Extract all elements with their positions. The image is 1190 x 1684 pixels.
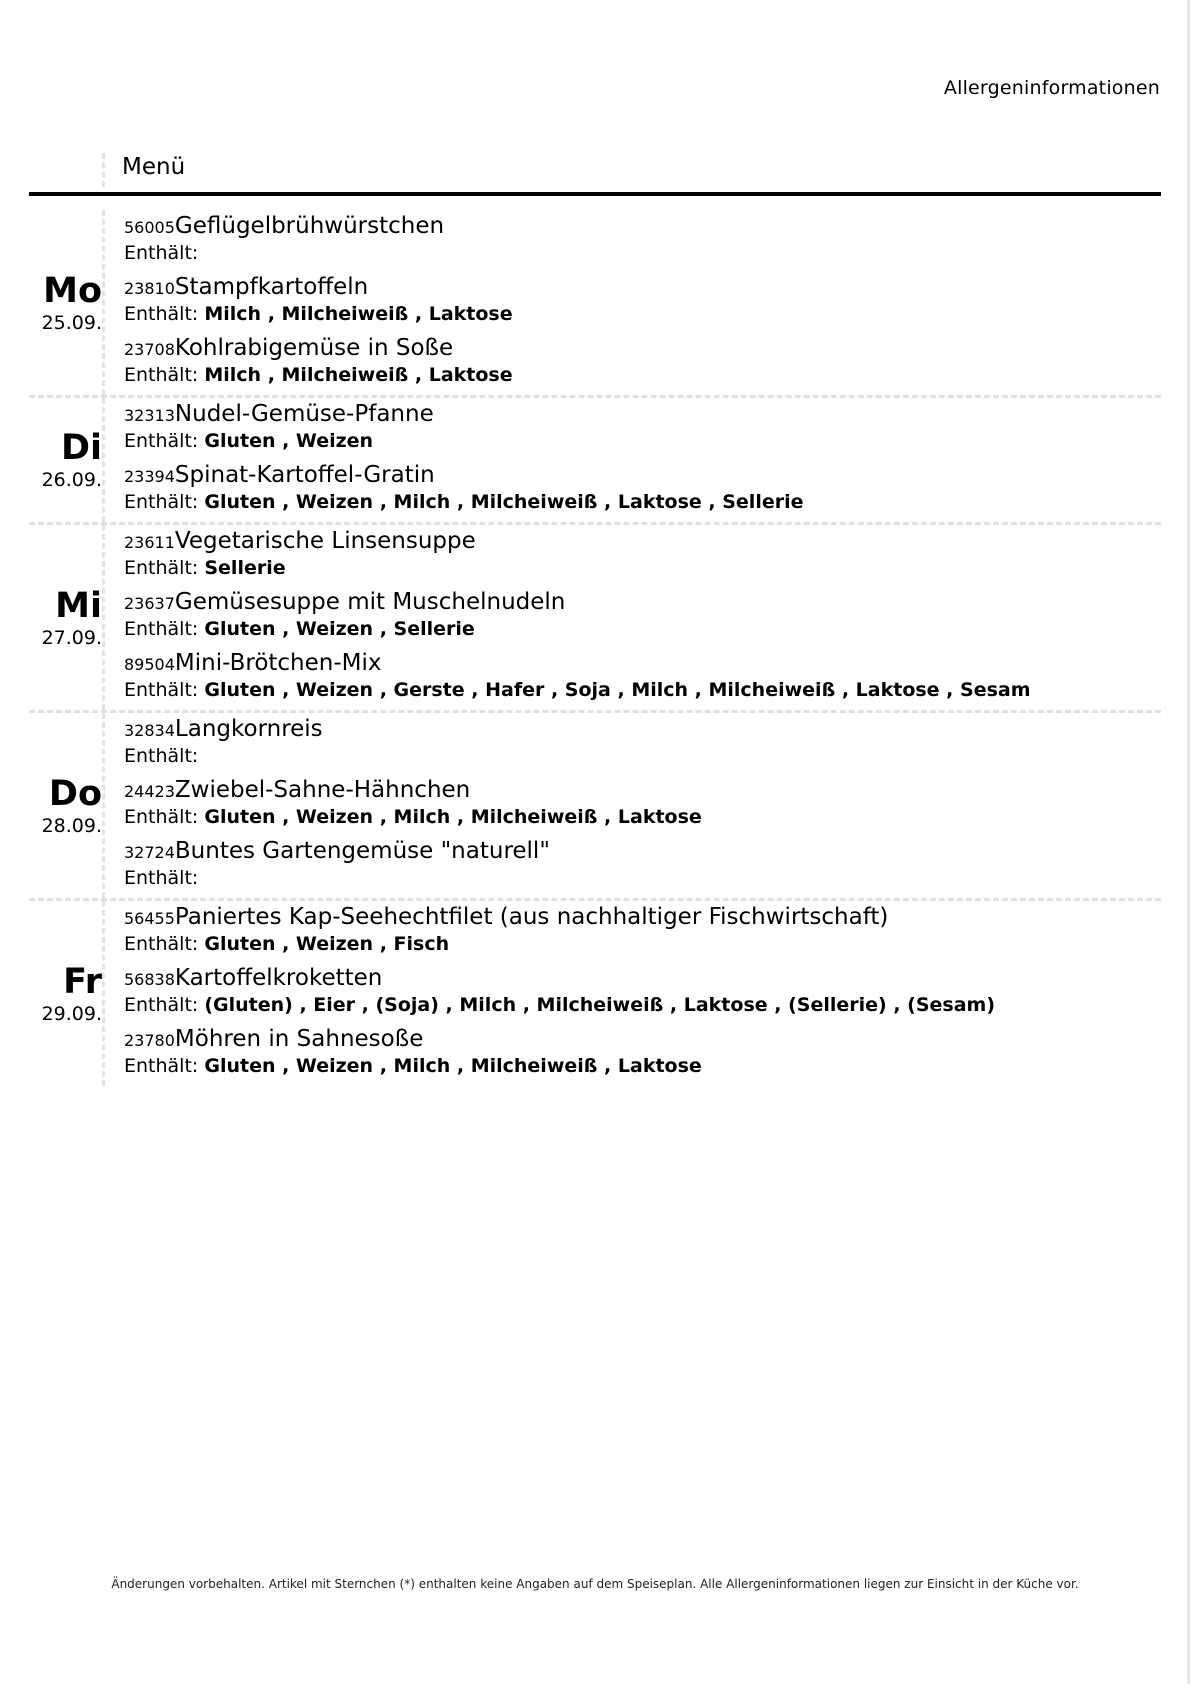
menu-item: [124, 903, 1161, 956]
allergen-list: Gluten , Weizen: [204, 430, 374, 452]
item-name: Kartoffelkroketten: [174, 965, 383, 991]
item-name: Kohlrabigemüse in Soße: [174, 335, 454, 361]
allergen-list: Gluten , Weizen , Sellerie: [204, 618, 475, 640]
allergen-list: Gluten , Weizen , Fisch: [204, 933, 450, 955]
allergen-prefix: Enthält:: [124, 806, 199, 828]
allergen-list: Gluten , Weizen , Gerste , Hafer , Soja , Milch , Milcheiweiß , Laktose , Sesam: [204, 679, 1031, 701]
day-items: [124, 398, 1161, 522]
allergen-list: Gluten , Weizen , Milch , Milcheiweiß , Laktose: [204, 806, 702, 828]
document-title: Allergeninformationen: [943, 77, 1160, 99]
item-name: Stampfkartoffeln: [174, 274, 369, 300]
menu-item: [124, 212, 1161, 265]
item-code: 23810: [124, 279, 175, 298]
day-name: Fr: [63, 961, 102, 1002]
allergen-list: (Gluten) , Eier , (Soja) , Milch , Milcheiweiß , Laktose , (Sellerie) , (Sesam): [204, 994, 996, 1016]
item-name: Vegetarische Linsensuppe: [174, 528, 476, 554]
menu-item: [124, 1025, 1161, 1078]
day-cell: [29, 210, 102, 395]
day-items: [124, 525, 1161, 710]
day-cell: [29, 901, 102, 1086]
allergen-prefix: Enthält:: [124, 303, 199, 325]
item-code: 32313: [124, 406, 175, 425]
allergen-prefix: Enthält:: [124, 618, 199, 640]
allergen-prefix: Enthält:: [124, 745, 199, 767]
item-name: Geflügelbrühwürstchen: [174, 213, 445, 239]
day-cell: [29, 525, 102, 710]
allergen-prefix: Enthält:: [124, 430, 199, 452]
item-code: 56838: [124, 970, 175, 989]
day-name: Do: [48, 773, 102, 814]
menu-item: [124, 715, 1161, 768]
day-date: 26.09.: [41, 469, 102, 491]
allergen-prefix: Enthält:: [124, 491, 199, 513]
item-name: Paniertes Kap-Seehechtfilet (aus nachhaltiger Fischwirtschaft): [174, 904, 889, 930]
allergen-prefix: Enthält:: [124, 933, 199, 955]
column-separator: [102, 210, 105, 395]
day-row: [29, 210, 1161, 398]
item-code: 32724: [124, 843, 175, 862]
menu-item: [124, 527, 1161, 580]
column-separator: [102, 525, 105, 710]
menu-item: [124, 334, 1161, 387]
table-header: [29, 148, 1161, 196]
allergen-list: Gluten , Weizen , Milch , Milcheiweiß , Laktose , Sellerie: [204, 491, 804, 513]
allergen-list: Gluten , Weizen , Milch , Milcheiweiß , Laktose: [204, 1055, 702, 1077]
day-items: [124, 210, 1161, 395]
item-name: Nudel-Gemüse-Pfanne: [174, 401, 434, 427]
allergen-list: Milch , Milcheiweiß , Laktose: [204, 364, 513, 386]
item-name: Zwiebel-Sahne-Hähnchen: [174, 777, 471, 803]
column-separator: [102, 398, 105, 522]
day-date: 28.09.: [41, 814, 102, 837]
allergen-prefix: Enthält:: [124, 679, 199, 701]
menu-table: [29, 210, 1161, 1086]
day-items: [124, 901, 1161, 1086]
allergen-list: Milch , Milcheiweiß , Laktose: [204, 303, 513, 325]
menu-item: [124, 837, 1161, 890]
item-name: Möhren in Sahnesoße: [174, 1026, 424, 1052]
header-separator: [102, 153, 105, 187]
menu-item: [124, 400, 1161, 453]
allergen-prefix: Enthält:: [124, 1055, 199, 1077]
day-name: Mi: [55, 585, 102, 626]
item-name: Spinat-Kartoffel-Gratin: [174, 462, 435, 488]
menu-item: [124, 588, 1161, 641]
allergen-prefix: Enthält:: [124, 867, 199, 889]
day-date: 25.09.: [41, 311, 102, 334]
menu-item: [124, 649, 1161, 702]
column-separator: [102, 713, 105, 898]
item-name: Buntes Gartengemüse "naturell": [174, 838, 550, 864]
day-row: [29, 525, 1161, 713]
item-code: 56005: [124, 218, 175, 237]
item-code: 23637: [124, 594, 175, 613]
day-date: 27.09.: [41, 626, 102, 649]
day-name: Mo: [43, 270, 102, 311]
allergen-prefix: Enthält:: [124, 557, 199, 579]
day-date: 29.09.: [41, 1002, 102, 1025]
allergen-prefix: Enthält:: [124, 364, 199, 386]
item-code: 24423: [124, 782, 175, 801]
day-cell: [29, 398, 102, 522]
menu-item: [124, 273, 1161, 326]
item-code: 23394: [124, 467, 175, 486]
item-code: 23708: [124, 340, 175, 359]
day-name: Di: [60, 428, 102, 468]
column-separator: [102, 901, 105, 1086]
item-code: 32834: [124, 721, 175, 740]
day-row: [29, 713, 1161, 901]
menu-item: [124, 964, 1161, 1017]
item-name: Gemüsesuppe mit Muschelnudeln: [174, 589, 566, 615]
allergen-prefix: Enthält:: [124, 994, 199, 1016]
day-items: [124, 713, 1161, 898]
menu-item: [124, 776, 1161, 829]
item-code: 56455: [124, 909, 175, 928]
item-name: Mini-Brötchen-Mix: [174, 650, 382, 676]
day-row: [29, 398, 1161, 525]
menu-item: [124, 461, 1161, 514]
allergen-prefix: Enthält:: [124, 242, 199, 264]
item-code: 23611: [124, 533, 175, 552]
allergen-list: Sellerie: [204, 557, 286, 579]
day-row: [29, 901, 1161, 1086]
item-code: 23780: [124, 1031, 175, 1050]
item-name: Langkornreis: [174, 716, 323, 742]
day-cell: [29, 713, 102, 898]
item-code: 89504: [124, 655, 175, 674]
footer-note: Änderungen vorbehalten. Artikel mit Sternchen (*) enthalten keine Angaben auf dem Speiseplan. Alle Allergeninformationen liegen zur Einsicht in der Küche vor.: [111, 1577, 1079, 1591]
menu-column-header: Menü: [122, 154, 186, 180]
